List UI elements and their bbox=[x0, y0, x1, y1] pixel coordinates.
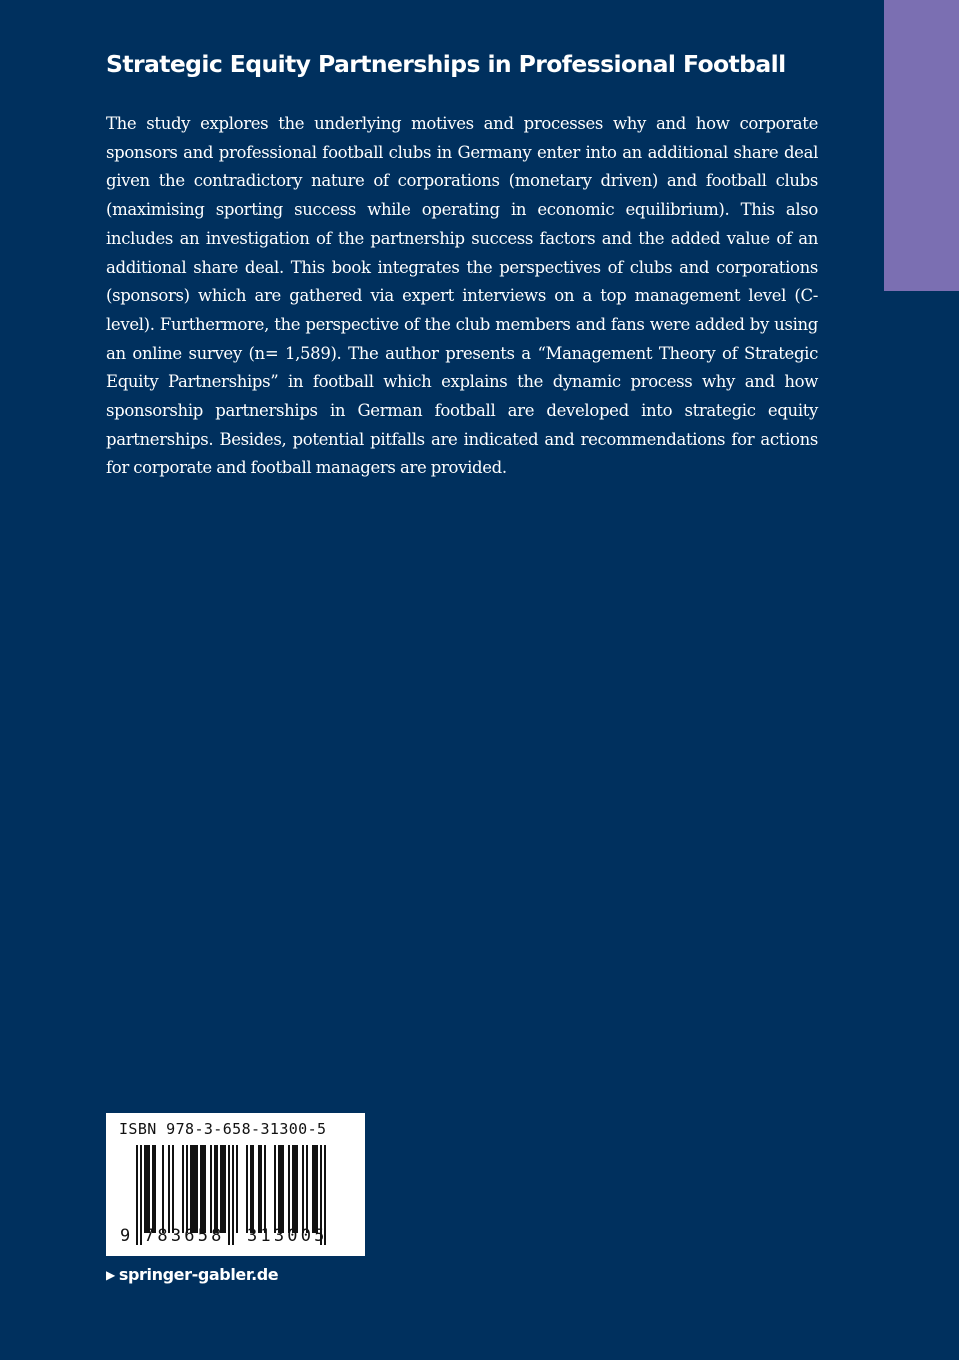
barcode-digits bbox=[106, 1223, 365, 1249]
barcode-bar bbox=[154, 1145, 156, 1233]
book-title: Strategic Equity Partnerships in Professional Football bbox=[106, 50, 786, 78]
barcode-bar bbox=[186, 1145, 188, 1233]
barcode-bar bbox=[280, 1145, 282, 1233]
barcode-bar bbox=[144, 1145, 146, 1233]
barcode-bar bbox=[252, 1145, 254, 1233]
barcode-bar bbox=[210, 1145, 212, 1233]
barcode-bar bbox=[222, 1145, 224, 1233]
barcode-bar bbox=[264, 1145, 266, 1233]
barcode-bar bbox=[168, 1145, 170, 1233]
barcode-bar bbox=[148, 1145, 150, 1233]
barcode-bar bbox=[204, 1145, 206, 1233]
accent-tab bbox=[884, 0, 959, 291]
isbn-label: ISBN 978-3-658-31300-5 bbox=[119, 1120, 327, 1138]
barcode-bar bbox=[152, 1145, 154, 1233]
barcode-bar bbox=[214, 1145, 216, 1233]
publisher-url: springer-gabler.de bbox=[118, 1265, 279, 1284]
isbn-barcode bbox=[106, 1113, 365, 1256]
barcode-bar bbox=[182, 1145, 184, 1233]
barcode-bar bbox=[294, 1145, 296, 1233]
barcode-bar bbox=[200, 1145, 202, 1233]
barcode-bar bbox=[292, 1145, 294, 1233]
barcode-bar bbox=[288, 1145, 290, 1233]
barcode-bar bbox=[146, 1145, 148, 1233]
barcode-bar bbox=[190, 1145, 192, 1233]
barcode-bar bbox=[314, 1145, 316, 1233]
barcode-bar bbox=[196, 1145, 198, 1233]
barcode-bar bbox=[192, 1145, 194, 1233]
barcode-bar bbox=[278, 1145, 280, 1233]
barcode-bar bbox=[246, 1145, 248, 1233]
barcode-bar bbox=[172, 1145, 174, 1233]
barcode-bar bbox=[202, 1145, 204, 1233]
barcode-digits-right: 313005 bbox=[247, 1226, 328, 1246]
barcode-bar bbox=[306, 1145, 308, 1233]
barcode-bar bbox=[162, 1145, 164, 1233]
book-description: The study explores the underlying motives and processes why and how corporate sponsors and professional football clubs in Germany enter into an additional share deal given the contradictory nature of corporations (monetary driven) and football clubs (maximising sporting success while operating in economic equilibrium). This also includes an investigation of the partnership success factors and the added value of an additional share deal. This book integrates the perspectives of clubs and corporations (sponsors) which are gathered via expert interviews on a top management level (C-level). Furthermore, the perspective of the club members and fans were added by using an online survey (n= 1,589). The author presents a “Management Theory of Strategic Equity Partnerships” in football which explains the dynamic process why and how sponsorship partnerships in German football are developed into strategic equity partnerships. Besides, potential pitfalls are indicated and recommendations for actions for corporate and football managers are provided. bbox=[106, 114, 818, 478]
barcode-bar bbox=[236, 1145, 238, 1233]
barcode-bar bbox=[216, 1145, 218, 1233]
barcode-bar bbox=[312, 1145, 314, 1233]
barcode-digits-left: 783658 bbox=[144, 1226, 225, 1246]
barcode-bar bbox=[194, 1145, 196, 1233]
barcode-bar bbox=[258, 1145, 260, 1233]
barcode-bar bbox=[296, 1145, 298, 1233]
barcode-bar bbox=[302, 1145, 304, 1233]
barcode-bar bbox=[220, 1145, 222, 1233]
barcode-bar bbox=[316, 1145, 318, 1233]
barcode-bar bbox=[224, 1145, 226, 1233]
triangle-right-icon: ▶ bbox=[106, 1268, 115, 1282]
barcode-bar bbox=[260, 1145, 262, 1233]
barcode-bar bbox=[250, 1145, 252, 1233]
barcode-bar bbox=[282, 1145, 284, 1233]
barcode-digit-first: 9 bbox=[120, 1226, 131, 1246]
publisher-link[interactable] bbox=[106, 1263, 278, 1287]
barcode-bar bbox=[274, 1145, 276, 1233]
